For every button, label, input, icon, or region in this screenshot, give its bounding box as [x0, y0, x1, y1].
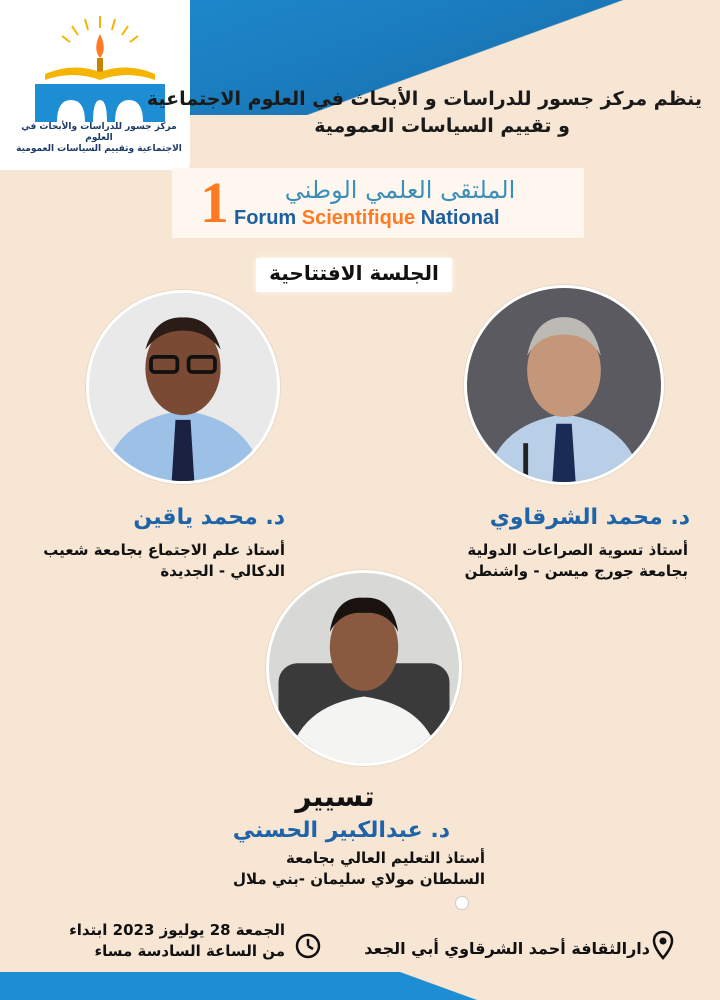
speaker-2-description [20, 540, 285, 582]
organizer-line2: و تقييم السياسات العمومية [314, 115, 570, 137]
forum-title-fr-part1: Forum [234, 207, 302, 229]
speaker-2-desc-line2: الدكالي - الجديدة [160, 562, 285, 580]
moderator-description [200, 848, 485, 890]
organizer-line1: ينظم مركز جسور للدراسات و الأبحاث في العلوم الاجتماعية [146, 88, 702, 110]
forum-title-arabic: الملتقى العلمي الوطني [284, 176, 516, 204]
event-date-line1: الجمعة 28 يوليوز 2023 ابتداء [69, 921, 285, 939]
speaker-1-description [420, 540, 688, 582]
speaker-1-desc-line2: بجامعة جورج ميسن - واشنطن [464, 562, 688, 580]
person-portrait-icon [467, 288, 661, 482]
moderator-desc-line2: السلطان مولاي سليمان -بني ملال [232, 870, 485, 888]
session-title: الجلسة الافتتاحية [269, 261, 439, 285]
clock-icon [294, 932, 322, 960]
moderator-label: تسيير [295, 780, 375, 813]
person-portrait-icon [269, 573, 459, 763]
moderator-photo [266, 570, 462, 766]
forum-number: 1 [200, 170, 229, 235]
event-datetime [20, 920, 285, 962]
speaker-2-photo [86, 290, 280, 484]
moderator-name: د. عبدالكبير الحسني [232, 818, 450, 843]
bottom-decor-band [0, 972, 720, 1000]
location-pin-icon [652, 930, 674, 960]
forum-title-fr-part3: National [415, 207, 500, 229]
logo-caption-line1: مركز جسور للدراسات والأبحاث في العلوم [21, 122, 177, 143]
speaker-1-photo [464, 285, 664, 485]
event-date-line2: من الساعة السادسة مساء [94, 942, 285, 960]
speaker-1-name: د. محمد الشرقاوي [489, 505, 690, 530]
decorative-dot [455, 896, 469, 910]
speaker-2-desc-line1: أستاذ علم الاجتماع بجامعة شعيب [43, 541, 285, 559]
logo-caption-line2: الاجتماعية وتقييم السياسات العمومية [16, 144, 182, 154]
forum-title-french [234, 206, 564, 230]
speaker-2-name: د. محمد ياقين [133, 505, 285, 530]
moderator-desc-line1: أستاذ التعليم العالي بجامعة [286, 849, 485, 867]
person-portrait-icon [89, 293, 277, 481]
forum-title-fr-part2: Scientifique [301, 207, 416, 229]
event-venue: دارالثقافة أحمد الشرقاوي أبي الجعد [364, 939, 650, 958]
speaker-1-desc-line1: أستاذ تسوية الصراعات الدولية [467, 541, 688, 559]
